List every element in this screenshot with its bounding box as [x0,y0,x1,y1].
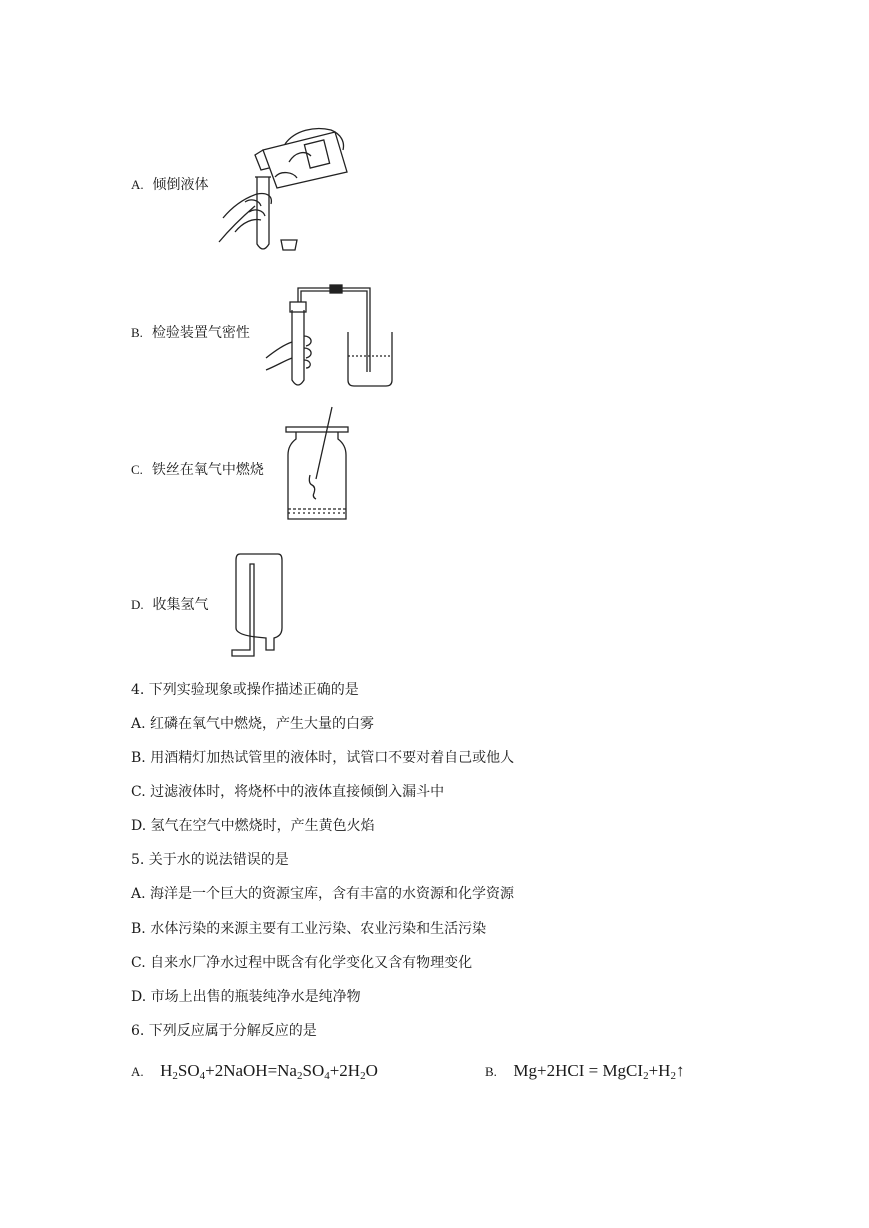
q6-stem: 6. 下列反应属于分解反应的是 [131,1023,317,1039]
equation-b: $Mg+2HCI = MgCI_2+H_2↑$ [513,1061,685,1082]
q4-option-a: A. 红磷在氧气中燃烧，产生大量的白雾 [131,716,375,732]
airtightness-check-figure [262,280,412,390]
q5-option-d: D. 市场上出售的瓶装纯净水是纯净物 [131,989,361,1005]
option-d-label: D. 收集氢气 [131,597,209,613]
q6-option-b: B. $Mg+2HCI = MgCI_2+H_2↑$ [485,1061,685,1082]
pour-liquid-figure [215,122,365,257]
q4-stem: 4. 下列实验现象或操作描述正确的是 [131,682,359,698]
q4-option-c: C. 过滤液体时，将烧杯中的液体直接倾倒入漏斗中 [131,784,445,800]
q5-option-c: C. 自来水厂净水过程中既含有化学变化又含有物理变化 [131,955,473,971]
iron-wire-burning-figure [282,405,352,525]
q4-option-b: B. 用酒精灯加热试管里的液体时，试管口不要对着自己或他人 [131,750,515,766]
collect-hydrogen-figure [228,550,288,662]
option-a-label: A. 倾倒液体 [131,177,209,193]
gas-arrow-icon: ↑ [675,1061,685,1080]
q6-option-a: A. $H_2SO_4+2NaOH=Na_2SO_4+2H_2O$ [131,1061,378,1082]
option-c-label: C. 铁丝在氧气中燃烧 [131,462,264,478]
q5-stem: 5. 关于水的说法错误的是 [131,852,289,868]
q4-option-d: D. 氢气在空气中燃烧时，产生黄色火焰 [131,818,375,834]
option-b-label: B. 检验装置气密性 [131,325,250,341]
q5-option-b: B. 水体污染的来源主要有工业污染、农业污染和生活污染 [131,921,487,937]
equation-a: $H_2SO_4+2NaOH=Na_2SO_4+2H_2O$ [160,1061,378,1082]
q5-option-a: A. 海洋是一个巨大的资源宝库，含有丰富的水资源和化学资源 [131,886,515,902]
